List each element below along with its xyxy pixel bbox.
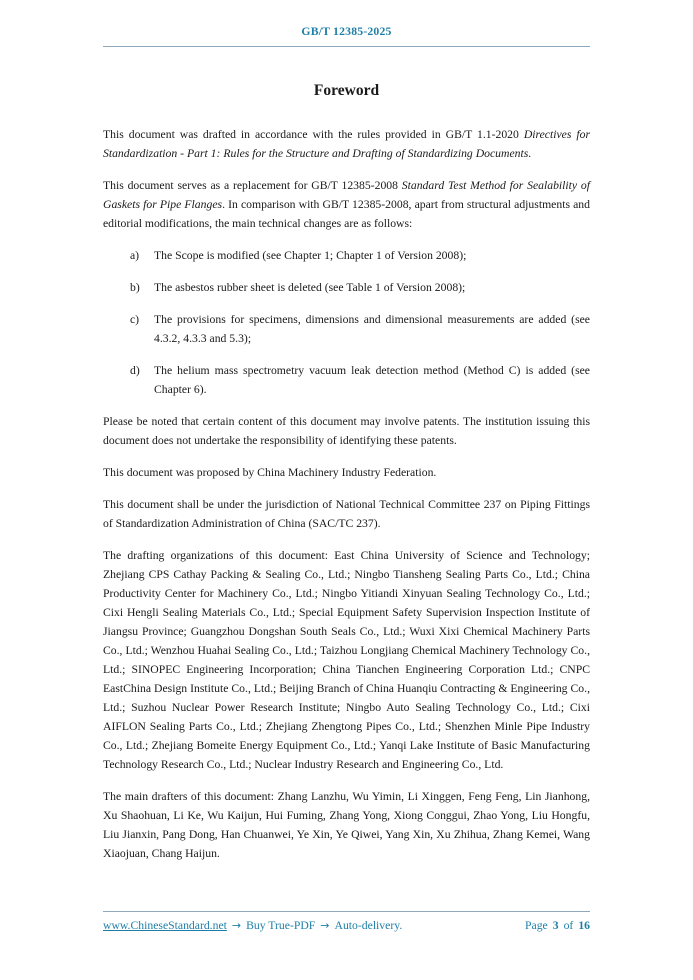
change-item-marker: d) bbox=[130, 364, 140, 377]
change-item bbox=[130, 310, 590, 348]
change-item-marker: a) bbox=[130, 249, 140, 262]
change-item-text: The helium mass spectrometry vacuum leak detection method (Method C) is added (see Chapter 6). bbox=[154, 364, 590, 396]
page-total: 16 bbox=[578, 919, 590, 932]
paragraph-main-drafters: The main drafters of this document: Zhang Lanzhu, Wu Yimin, Li Xinggen, Feng Feng, Lin Jianhong, Xu Shaohuan, Li Ke, Wu Kaijun, Hui Fuming, Zhang Yong, Xiong Conggui, Zhao Yong, Liu Hongfu, Liu Jianxin, Pang Dong, Han Chuanwei, Ye Xin, Ye Qiwei, Yang Xin, Xu Zhihua, Zhang Kemei, Wang Xiaojuan, Chang Haijun. bbox=[103, 790, 590, 860]
change-item-marker: c) bbox=[130, 313, 140, 326]
footer-promo bbox=[103, 919, 402, 932]
page-number: 3 bbox=[552, 919, 559, 932]
arrow-icon: → bbox=[320, 919, 330, 932]
footer-rule bbox=[103, 911, 590, 912]
change-item-marker: b) bbox=[130, 281, 140, 294]
paragraph-replacement bbox=[103, 176, 590, 233]
change-item bbox=[130, 278, 590, 297]
paragraph-patents: Please be noted that certain content of this document may involve patents. The institution issuing this document does not undertake the responsibility of identifying these patents. bbox=[103, 415, 590, 447]
of-word: of bbox=[563, 919, 574, 932]
page-indicator bbox=[525, 919, 590, 932]
change-item-text: The provisions for specimens, dimensions and dimensional measurements are added (see 4.3.2, 4.3.3 and 5.3); bbox=[154, 313, 590, 345]
footer-buy-text: Buy True-PDF bbox=[246, 919, 316, 932]
footer-site-link[interactable]: www.ChineseStandard.net bbox=[103, 919, 227, 932]
page-content bbox=[103, 46, 590, 876]
paragraph-jurisdiction: This document shall be under the jurisdiction of National Technical Committee 237 on Piping Fittings of Standardization Administration of China (SAC/TC 237). bbox=[103, 498, 590, 530]
change-item bbox=[130, 361, 590, 399]
referenced-standard-title: Directives for Standardization - Part 1: Rules for the Structure and Drafting of Standardizing Documents bbox=[103, 128, 590, 160]
header-doc-number: GB/T 12385-2025 bbox=[301, 25, 392, 38]
footer-delivery-text: Auto-delivery. bbox=[334, 919, 403, 932]
page-title: Foreword bbox=[313, 82, 380, 99]
change-list bbox=[103, 246, 590, 399]
text-segment: This document was drafted in accordance with the rules provided in GB/T 1.1-2020 bbox=[103, 128, 524, 141]
paragraph-drafting-rules bbox=[103, 125, 590, 163]
text-segment: . bbox=[528, 147, 532, 160]
text-segment: This document serves as a replacement for GB/T 12385-2008 bbox=[103, 179, 402, 192]
paragraph-proposed-by: This document was proposed by China Machinery Industry Federation. bbox=[103, 466, 437, 479]
arrow-icon: → bbox=[231, 919, 242, 932]
change-item bbox=[130, 246, 590, 265]
change-item-text: The asbestos rubber sheet is deleted (see Table 1 of Version 2008); bbox=[154, 281, 466, 294]
page-footer bbox=[103, 919, 590, 932]
paragraph-drafting-organizations: The drafting organizations of this document: East China University of Science and Technology; Zhejiang CPS Cathay Packing & Sealing Co., Ltd.; Ningbo Tiansheng Sealing Parts Co., Ltd.; China Productivity Center for Machinery Co., Ltd.; Ningbo Yitiandi Xinyuan Sealing Technology Co., Ltd.; Cixi Hengli Sealing Materials Co., Ltd.; Special Equipment Safety Supervision Inspection Institute of Jiangsu Province; Guangzhou Dongshan South Seals Co., Ltd.; Wuxi Xixi Chemical Machinery Parts Co., Ltd.; Wenzhou Huahai Sealing Co., Ltd.; Taizhou Longjiang Chemical Machinery Technology Co., Ltd.; SINOPEC Engineering Incorporation; China Tianchen Engineering Corporation Ltd.; CNPC EastChina Design Institute Co., Ltd.; Beijing Branch of China Huanqiu Contracting & Engineering Co., Ltd.; Suzhou Nuclear Power Research Institute; Ningbo Auto Sealing Technology Co., Ltd.; Cixi AIFLON Sealing Parts Co., Ltd.; Zhejiang Zhengtong Pipes Co., Ltd.; Shenzhen Minle Pipe Industry Co., Ltd.; Zhejiang Bomeite Energy Equipment Co., Ltd.; Yanqi Lake Institute of Basic Manufacturing Technology Research Co., Ltd.; Nuclear Industry Research and Engineering Co., Ltd. bbox=[103, 549, 590, 771]
change-item-text: The Scope is modified (see Chapter 1; Chapter 1 of Version 2008); bbox=[154, 249, 467, 262]
page-word: Page bbox=[525, 919, 548, 932]
text-segment: . In comparison with GB/T 12385-2008, apart from structural adjustments and editorial modifications, the main technical changes are as follows: bbox=[103, 198, 590, 230]
referenced-standard-title: Standard Test Method for Sealability of Gaskets for Pipe Flanges bbox=[103, 179, 590, 211]
